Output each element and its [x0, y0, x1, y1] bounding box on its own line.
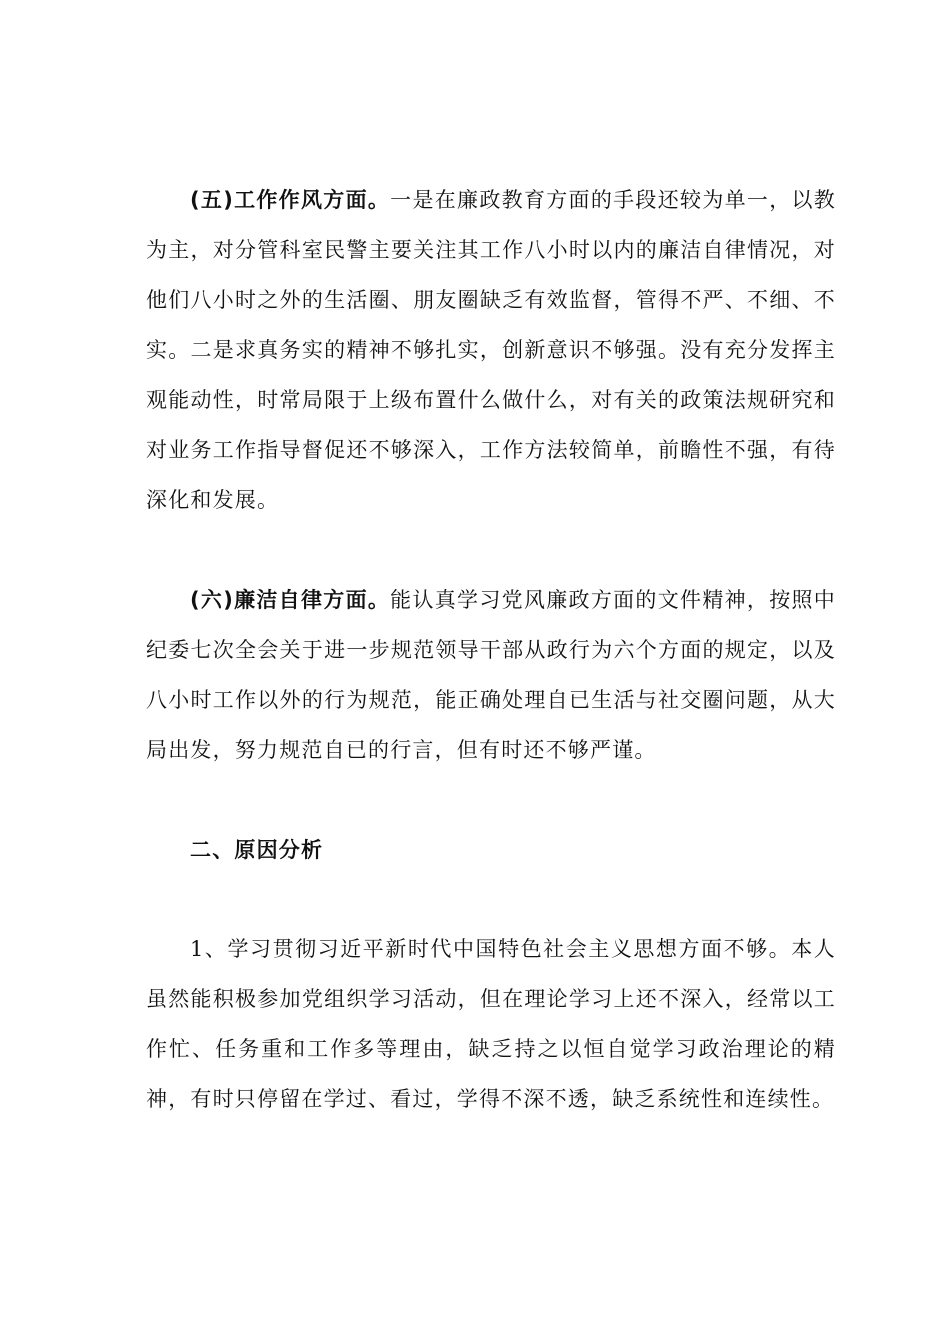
- paragraph-body-work-style: 一是在廉政教育方面的手段还较为单一，以教为主，对分管科室民警主要关注其工作八小时以内的廉洁自律情况，对他们八小时之外的生活圈、朋友圈缺乏有效监督，管得不严、不细、不实。二是求真务实的精神不够扎实，创新意识不够强。没有充分发挥主观能动性，时常局限于上级布置什么做什么，对有关的政策法规研究和对业务工作指导督促还不够深入，工作方法较简单，前瞻性不强，有待深化和发展。: [146, 188, 837, 512]
- paragraph-integrity: [146, 575, 836, 775]
- paragraph-work-style: [146, 175, 836, 525]
- paragraph-body-integrity: 能认真学习党风廉政方面的文件精神，按照中纪委七次全会关于进一步规范领导干部从政行为六个方面的规定，以及八小时工作以外的行为规范，能正确处理自已生活与社交圈问题，从大局出发，努力规范自已的行言，但有时还不够严谨。: [146, 588, 837, 762]
- paragraph-lead-integrity: (六)廉洁自律方面。: [190, 588, 391, 612]
- paragraph-lead-work-style: (五)工作作风方面。: [190, 188, 391, 212]
- section-heading-cause-analysis: 二、原因分析: [190, 838, 324, 862]
- paragraph-item-1: 1、学习贯彻习近平新时代中国特色社会主义思想方面不够。本人虽然能积极参加党组织学习活动，但在理论学习上还不深入，经常以工作忙、任务重和工作多等理由，缺乏持之以恒自觉学习政治理论的精神，有时只停留在学过、看过，学得不深不透，缺乏系统性和连续性。: [146, 937, 836, 1111]
